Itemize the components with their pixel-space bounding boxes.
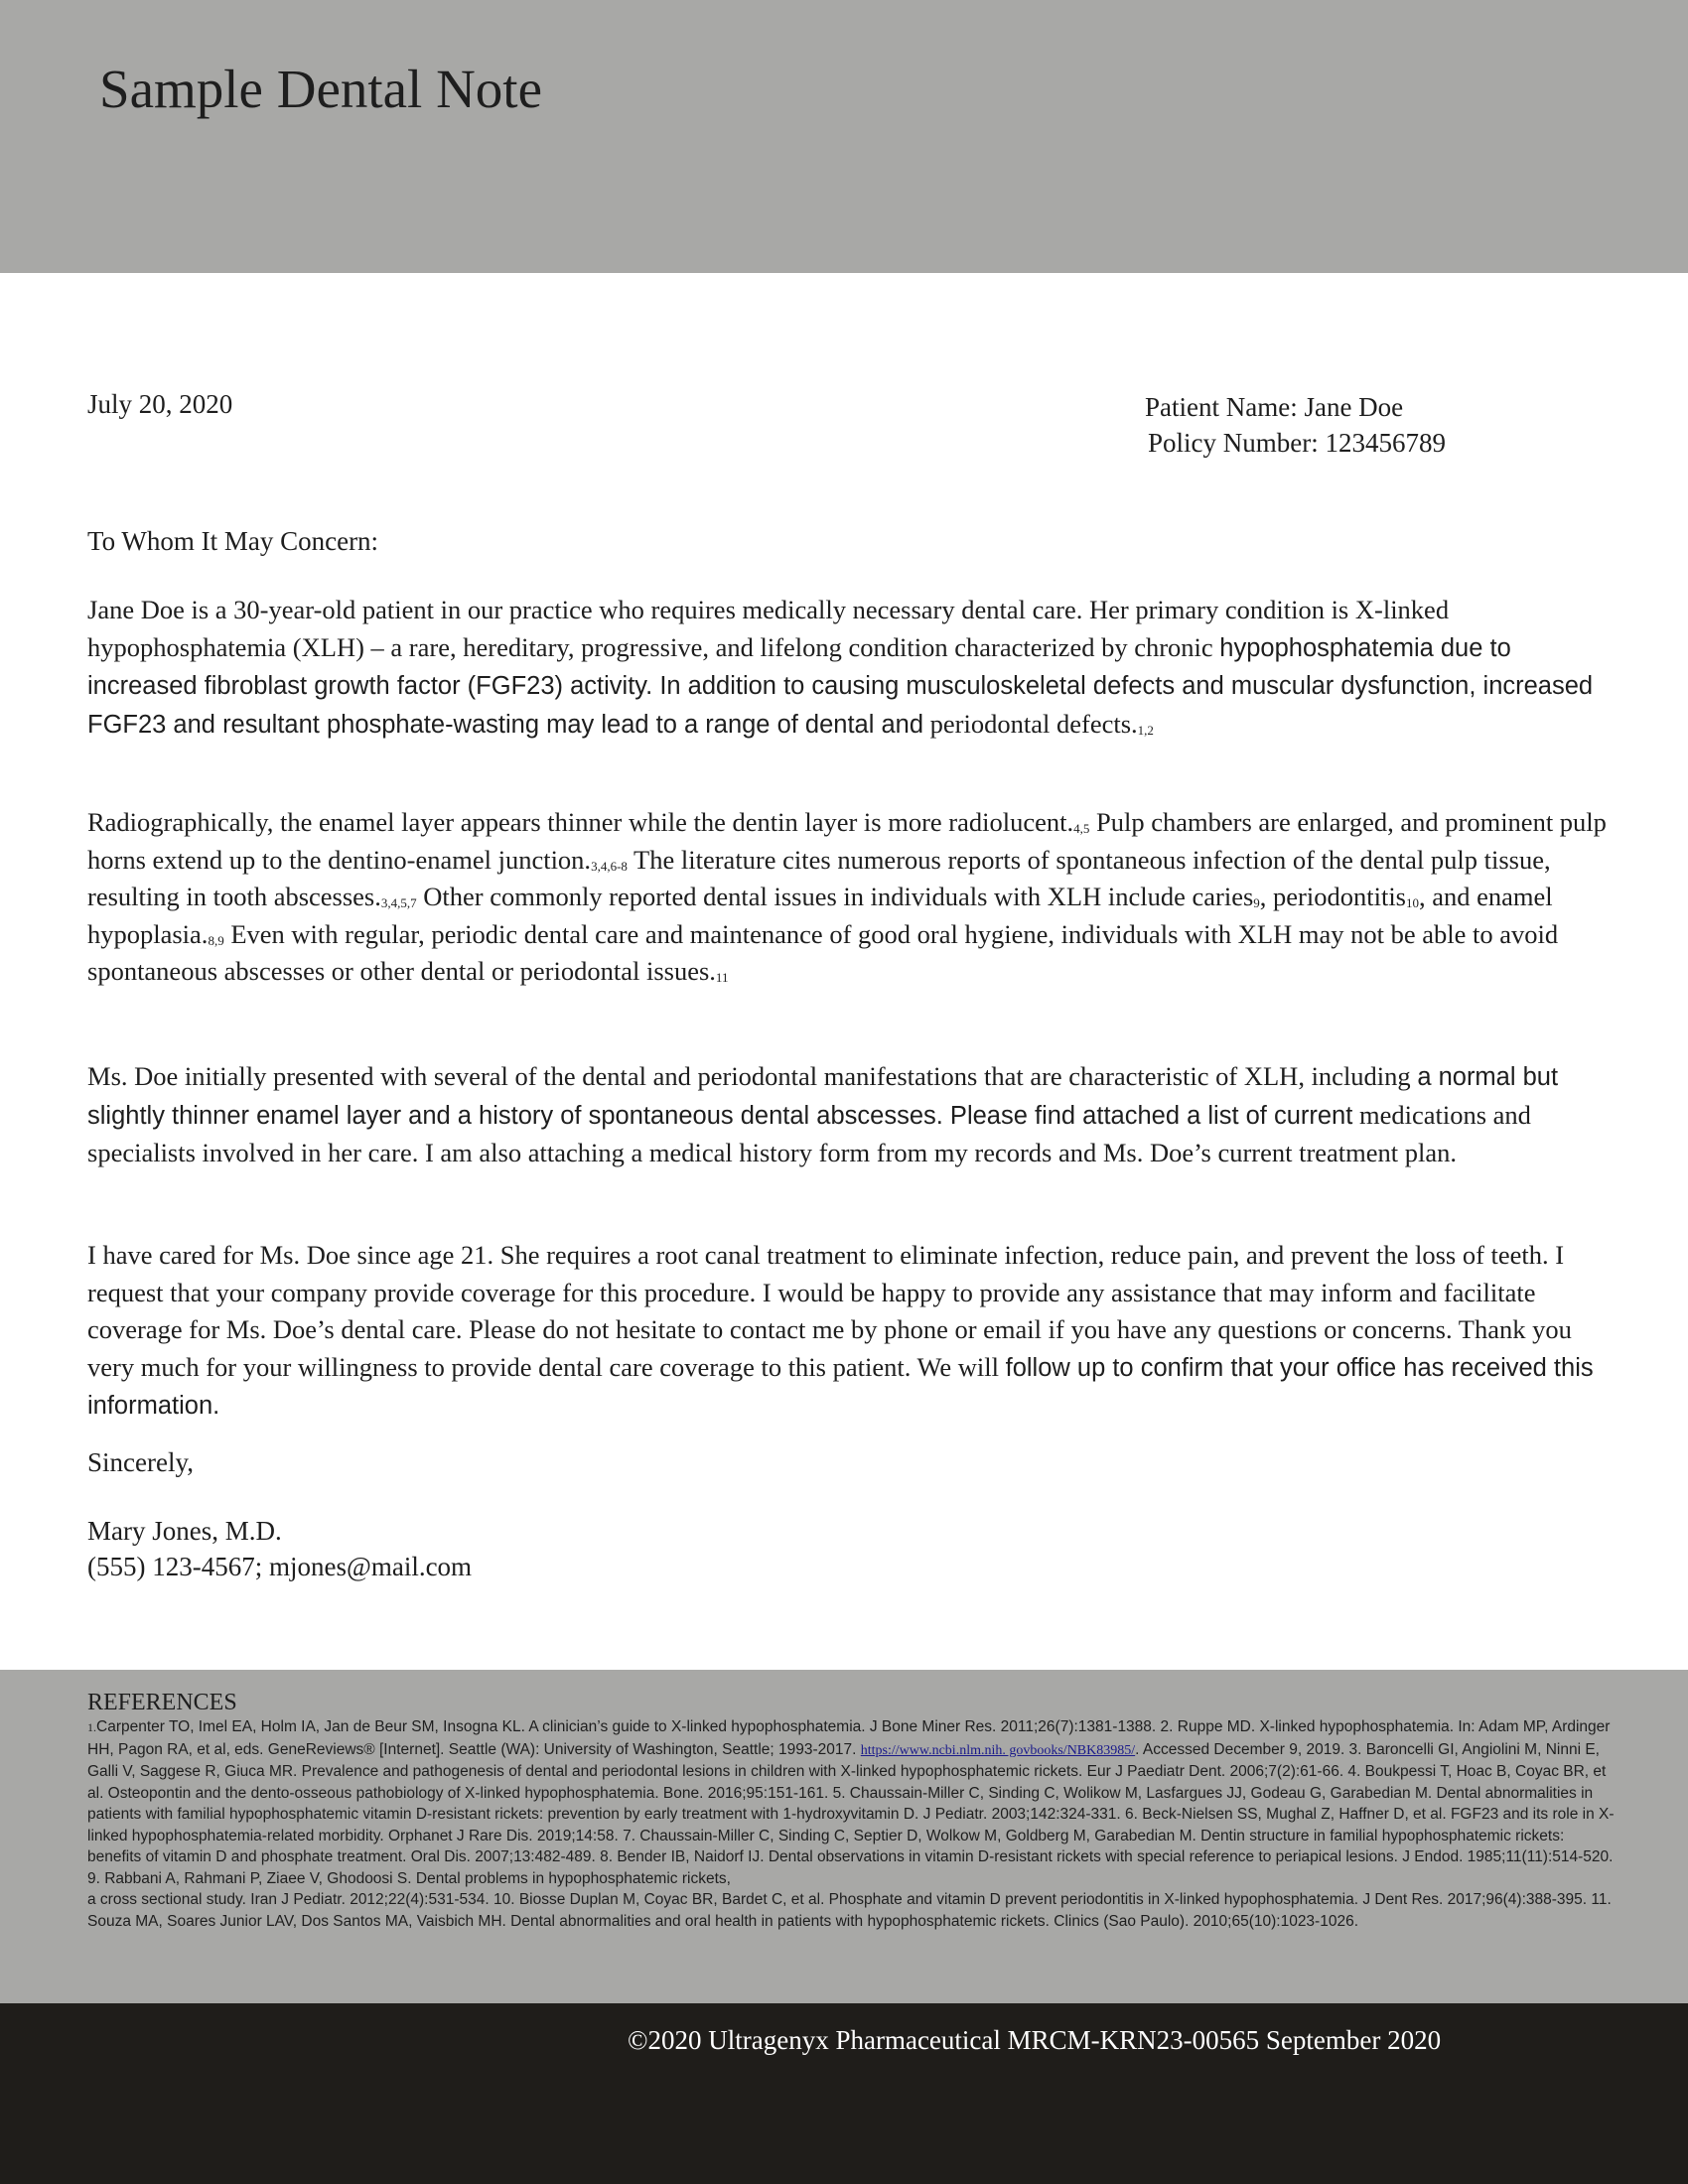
closing: Sincerely,	[87, 1447, 194, 1477]
citation: 3,4,5,7	[380, 895, 417, 910]
patient-name: Patient Name: Jane Doe	[1145, 392, 1404, 422]
patient-info	[1145, 389, 1446, 461]
reference-number: 1.	[87, 1720, 96, 1734]
paragraph-request	[87, 1237, 1617, 1426]
paragraph-text: periodontal defects.	[929, 708, 1138, 739]
paragraph-text: Radiographically, the enamel layer appears thinner while the dentin layer is more radiolucent.	[87, 807, 1074, 837]
signature-block	[87, 1513, 472, 1584]
paragraph-presentation	[87, 1058, 1617, 1172]
paragraph-text: Jane Doe is a 30-year-old patient in our practice who requires medically necessary dental care. Her primary condition is X-linked hypophosphatemia (XLH) – a rare, hereditary, progressive, and lifelong condition characterized by chronic	[87, 595, 1450, 662]
reference-text: a cross sectional study. Iran J Pediatr. 2012;22(4):531-534. 10. Biosse Duplan M, Coyac BR, Bardet C, et al. Phosphate and vitamin D prevent periodontitis in X-linked hypophosphatemia. J Dent Res. 2017;96(4):388-395. 11. Souza MA, Soares Junior LAV, Dos Santos MA, Vaisbich MH. Dental abnormalities and oral health in patients with hypophosphatemic rickets. Clinics (Sao Paulo). 2010;65(10):1023-1026.	[87, 1891, 1612, 1930]
references-heading: REFERENCES	[87, 1690, 237, 1715]
citation: 4,5	[1073, 821, 1090, 836]
signer-contact: (555) 123-4567; mjones@mail.com	[87, 1552, 473, 1581]
paragraph-text: , periodontitis	[1259, 882, 1406, 911]
paragraph-text: a normal but slightly thinner enamel layer and a history of spontaneous dental abscesses. Please find attached a list of current	[87, 1063, 1559, 1130]
policy-number: Policy Number: 123456789	[1148, 428, 1446, 458]
paragraph-text: Pulp chambers are enlarged, and prominent pulp horns extend up to the dentino-enamel junction.	[87, 807, 1607, 875]
document-title: Sample Dental Note	[99, 59, 542, 119]
paragraph-text: I have cared for Ms. Doe since age 21. She requires a root canal treatment to eliminate infection, reduce pain, and prevent the loss of teeth. I request that your company provide coverage for this procedure. I would be happy to provide any assistance that may inform and facilitate coverage for Ms. Doe’s dental care. Please do not hesitate to contact me by phone or email if you have any questions or concerns. Thank you very much for your willingness to provide dental care coverage to this patient. We will	[87, 1240, 1572, 1382]
header-band	[0, 0, 1688, 273]
paragraph-text: The literature cites numerous reports of spontaneous infection of the dental pulp tissue, resulting in tooth abscesses.	[87, 844, 1551, 911]
reference-link[interactable]: https://www.ncbi.nlm.nih. govbooks/NBK83985/	[860, 1742, 1136, 1758]
paragraph-radiographic	[87, 804, 1617, 991]
reference-text: Carpenter TO, Imel EA, Holm IA, Jan de Beur SM, Insogna KL. A clinician’s guide to X-linked hypophosphatemia. J Bone Miner Res. 2011;26(7):1381-1388. 2. Ruppe MD. X-linked hypophosphatemia. In: Adam MP, Ardinger HH, Pagon RA, et al, eds. GeneReviews® [Internet]. Seattle (WA): University of Washington, Seattle; 1993-2017.	[87, 1718, 1611, 1758]
paragraph-text: follow up to confirm that your office has received this information.	[87, 1353, 1594, 1420]
paragraph-text: hypophosphatemia due to increased fibroblast growth factor (FGF23) activity. In addition to causing musculoskeletal defects and muscular dysfunction, increased FGF23 and resultant phosphate-wasting may lead to a range of dental and	[87, 633, 1594, 739]
signer-name: Mary Jones, M.D.	[87, 1516, 282, 1546]
citation: 9	[1253, 895, 1260, 910]
paragraph-text: Even with regular, periodic dental care and maintenance of good oral hygiene, individuals with XLH may not be able to avoid spontaneous abscesses or other dental or periodontal issues.	[87, 918, 1559, 986]
citation: 10	[1406, 895, 1419, 910]
paragraph-text: Other commonly reported dental issues in individuals with XLH include caries	[416, 882, 1254, 911]
references-list	[87, 1716, 1621, 1932]
letter-date: July 20, 2020	[87, 389, 233, 419]
salutation: To Whom It May Concern:	[87, 526, 379, 556]
citation: 3,4,6-8	[591, 858, 628, 874]
paragraph-text: , and enamel hypoplasia.	[87, 882, 1553, 949]
reference-text: . Accessed December 9, 2019. 3. Baroncelli GI, Angiolini M, Ninni E, Galli V, Saggese R, Giuca MR. Prevalence and pathogenesis of dental and periodontal lesions in children with X-linked hypophosphatemic rickets. Eur J Paediatr Dent. 2006;7(2):61-66. 4. Boukpessi T, Hoac B, Coyac BR, et al. Osteopontin and the dento-osseous pathobiology of X-linked hypophosphatemia. Bone. 2016;95:151-161. 5. Chaussain-Miller C, Sinding C, Wolikow M, Lasfargues JJ, Godeau G, Garabedian M. Dental abnormalities in patients with familial hypophosphatemic vitamin D-resistant rickets: prevention by early treatment with 1-hydroxyvitamin D. J Pediatr. 2003;142:324-331. 6. Beck-Nielsen SS, Mughal Z, Haffner D, et al. FGF23 and its role in X-linked hypophosphatemia-related morbidity. Orphanet J Rare Dis. 2019;14:58. 7. Chaussain-Miller C, Sinding C, Septier D, Wolkow M, Goldberg M, Garabedian M. Dentin structure in familial hypophosphatemic rickets: benefits of vitamin D and phosphate treatment. Oral Dis. 2007;13:482-489. 8. Bender IB, Naidorf IJ. Dental observations in vitamin D-resistant rickets with special reference to periapical lesions. J Endod. 1985;11(11):514-520. 9. Rabbani A, Rahmani P, Ziaee V, Ghodoosi S. Dental problems in hypophosphatemic rickets,	[87, 1740, 1615, 1887]
paragraph-text: medications and specialists involved in her care. I am also attaching a medical history form from my records and Ms. Doe’s current treatment plan.	[87, 1099, 1531, 1167]
paragraph-condition	[87, 592, 1617, 744]
paragraph-text: Ms. Doe initially presented with several of the dental and periodontal manifestations that are characteristic of XLH, including	[87, 1061, 1418, 1091]
citation: 1,2	[1137, 722, 1154, 738]
citation: 8,9	[208, 932, 224, 948]
citation: 11	[715, 970, 729, 985]
copyright-notice: ©2020 Ultragenyx Pharmaceutical MRCM-KRN23-00565 September 2020	[628, 2025, 1442, 2055]
